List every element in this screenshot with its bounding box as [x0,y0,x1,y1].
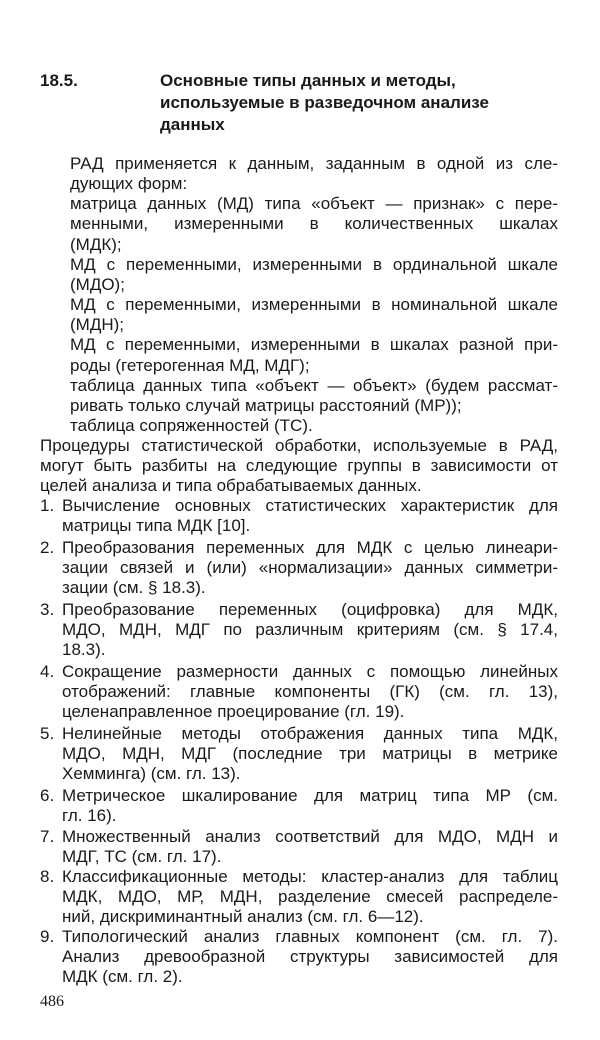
form-line: (МДН); [70,315,124,334]
list-item-line: МДГ, ТС (см. гл. 17). [62,847,222,866]
procedures-line: целей анализа и типа обрабатываемых данных. [40,476,422,495]
form-line: МД с переменными, измеренными в номинальной шкале [70,295,558,314]
procedures-line: могут быть разбиты на следующие группы в зависимости от [40,456,558,475]
intro-line: РАД применяется к данным, заданным в одной из сле- [70,154,558,173]
form-line: таблица данных типа «объект — объект» (будем рассмат- [70,376,558,395]
list-item-line: 18.3). [62,640,106,659]
list-item-line: Сокращение размерности данных с помощью линейных [62,662,558,681]
intro-line: дующих форм: [70,174,188,193]
procedures-line: Процедуры статистической обработки, используемые в РАД, [40,436,558,455]
list-item-line: МДК (см. гл. 2). [62,967,183,986]
form-line: ривать только случай матрицы расстояний (МР)); [70,396,462,415]
section-title-line: данных [160,115,225,134]
list-item-line: Типологический анализ главных компонент (см. гл. 7). [62,927,558,946]
list-item-number: 2. [40,538,55,557]
section-title-line: используемые в разведочном анализе [160,93,489,112]
list-item-number: 8. [40,867,55,886]
form-line: (МДО); [70,275,125,294]
list-item-line: Классификационные методы: кластер-анализ для таблиц [62,867,558,886]
list-item-line: МДО, МДН, МДГ (последние три матрицы в метрике [62,744,558,763]
form-line: менными, измеренными в количественных шкалах [70,214,558,233]
list-item-number: 7. [40,827,55,846]
section-title [160,70,540,136]
form-line: роды (гетерогенная МД, МДГ); [70,356,310,375]
list-item-number: 1. [40,496,55,515]
list-item-line: ний, дискриминантный анализ (см. гл. 6—12). [62,907,424,926]
section-title-line: Основные типы данных и методы, [160,71,456,90]
list-item-number: 4. [40,662,55,681]
form-line: МД с переменными, измеренными в ординальной шкале [70,255,558,274]
list-item-line: МДК, МДО, МР, МДН, разделение смесей распределе- [62,887,558,906]
list-item-line: Метрическое шкалирование для матриц типа МР (см. [62,786,558,805]
list-item-number: 5. [40,724,55,743]
page-number: 486 [40,993,64,1010]
list-item-number: 6. [40,786,55,805]
list-item-number: 9. [40,927,55,946]
list-item-line: зации (см. § 18.3). [62,578,206,597]
list-item-line: Хемминга) (см. гл. 13). [62,764,241,783]
list-item-line: МДО, МДН, МДГ по различным критериям (см. § 17.4, [62,620,558,639]
list-item-line: зации связей и (или) «нормализации» данных симметри- [62,558,558,577]
form-line: матрица данных (МД) типа «объект — признак» с пере- [70,194,558,213]
form-line: МД с переменными, измеренными в шкалах разной при- [70,335,558,354]
list-item-line: гл. 16). [62,806,117,825]
section-number: 18.5. [40,71,78,90]
list-item-line: Вычисление основных статистических характеристик для [62,496,558,515]
form-line: таблица сопряженностей (ТС). [70,416,313,435]
list-item-line: Преобразования переменных для МДК с целью линеари- [62,538,558,557]
list-item-line: Нелинейные методы отображения данных типа МДК, [62,724,558,743]
list-item-line: матрицы типа МДК [10]. [62,516,251,535]
list-item-line: отображений: главные компоненты (ГК) (см. гл. 13), [62,682,558,701]
list-item-line: целенаправленное проецирование (гл. 19). [62,702,405,721]
list-item-number: 3. [40,600,55,619]
list-item-line: Анализ древообразной структуры зависимостей для [62,947,558,966]
list-item-line: Преобразование переменных (оцифровка) для МДК, [62,600,558,619]
list-item-line: Множественный анализ соответствий для МДО, МДН и [62,827,558,846]
form-line: (МДК); [70,235,122,254]
